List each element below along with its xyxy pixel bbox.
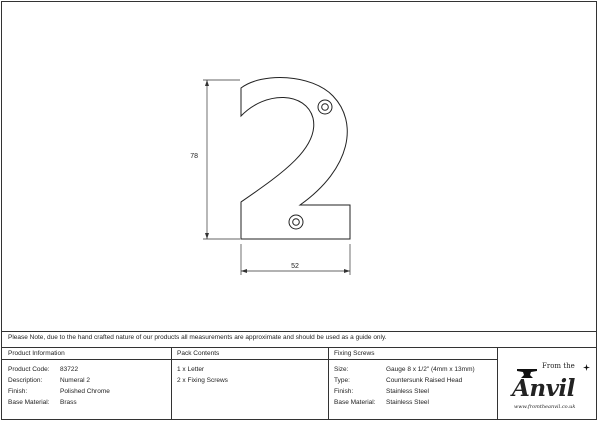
fixing-screws-title: Fixing Screws	[334, 350, 375, 357]
finish-value: Polished Chrome	[60, 388, 110, 395]
screw-hole-top	[318, 100, 332, 114]
screw-material-value: Stainless Steel	[386, 399, 429, 406]
star-icon	[583, 364, 590, 371]
product-info-title: Product Information	[8, 350, 65, 357]
table-header-divider	[1, 359, 497, 360]
column-divider	[328, 347, 329, 420]
screw-type-label: Type:	[334, 377, 350, 384]
column-divider	[171, 347, 172, 420]
description-value: Numeral 2	[60, 377, 90, 384]
product-code-label: Product Code:	[8, 366, 50, 373]
logo-url: www.fromtheanvil.co.uk	[514, 404, 576, 410]
finish-label: Finish:	[8, 388, 28, 395]
screw-size-value: Gauge 8 x 1/2" (4mm x 13mm)	[386, 366, 475, 373]
base-material-value: Brass	[60, 399, 77, 406]
screw-type-value: Countersunk Raised Head	[386, 377, 463, 384]
screw-material-label: Base Material:	[334, 399, 376, 406]
note-divider	[1, 331, 597, 332]
list-item: 2 x Fixing Screws	[177, 377, 228, 384]
screw-size-label: Size:	[334, 366, 349, 373]
screw-finish-label: Finish:	[334, 388, 354, 395]
height-dim-label: 78	[190, 153, 198, 160]
screw-finish-value: Stainless Steel	[386, 388, 429, 395]
width-dimension	[241, 244, 350, 275]
logo-brand: Anvil	[512, 375, 575, 402]
from-the-anvil-logo	[500, 360, 596, 416]
screw-hole-bottom	[289, 215, 303, 229]
logo-from-the: From the	[542, 362, 575, 370]
list-item: 1 x Letter	[177, 366, 205, 373]
width-dim-label: 52	[291, 263, 299, 270]
height-dimension	[203, 80, 240, 239]
product-code-value: 83722	[60, 366, 79, 373]
base-material-label: Base Material:	[8, 399, 50, 406]
description-label: Description:	[8, 377, 43, 384]
pack-contents-title: Pack Contents	[177, 350, 220, 357]
column-divider	[497, 347, 498, 420]
disclaimer-note: Please Note, due to the hand crafted nature of our products all measurements are approximate and should be used as a guide only.	[8, 334, 387, 341]
